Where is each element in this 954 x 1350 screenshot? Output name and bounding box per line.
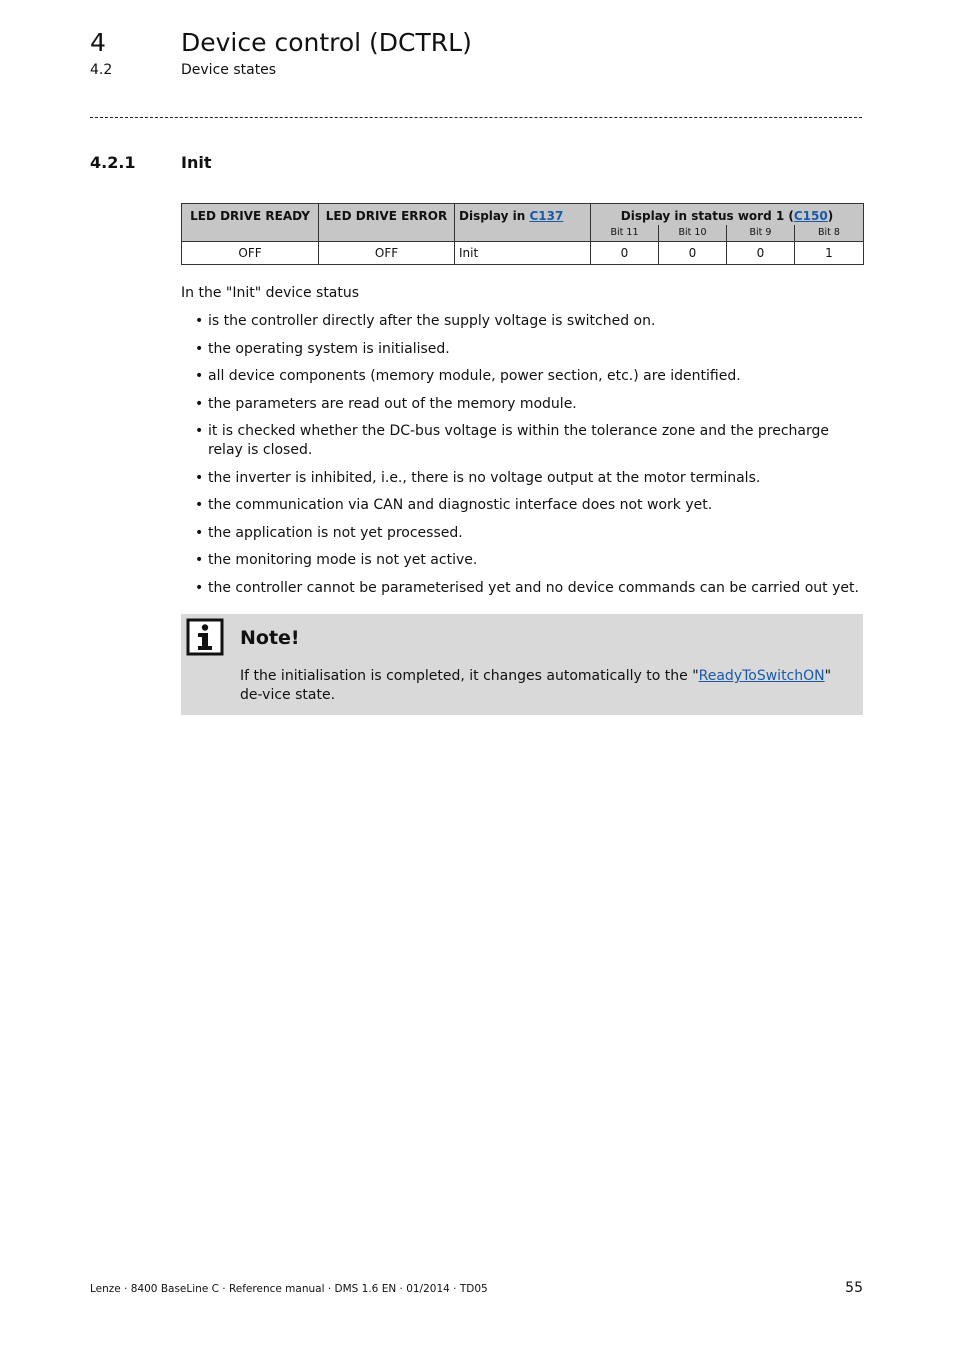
- list-item: [181, 551, 863, 570]
- cell-led-ready: OFF: [182, 242, 319, 265]
- subsection-title: Init: [181, 153, 212, 172]
- chapter-title: Device control (DCTRL): [181, 28, 472, 57]
- list-item: [181, 422, 863, 460]
- bullet-icon: •: [195, 579, 204, 596]
- bullet-icon: •: [195, 423, 204, 439]
- bullet-icon: •: [195, 313, 204, 329]
- list-item-text: is the controller directly after the supply voltage is switched on.: [208, 313, 656, 329]
- note-text-after: " de-vice state.: [240, 668, 832, 703]
- cell-bit-9: 0: [727, 242, 795, 265]
- bullet-icon: •: [195, 395, 204, 412]
- header-bit-11: Bit 11: [591, 225, 659, 242]
- c150-link[interactable]: C150: [793, 209, 828, 223]
- status-bullet-list: [181, 312, 863, 606]
- list-item-text: the inverter is inhibited, i.e., there is no voltage output at the motor terminals.: [208, 469, 761, 486]
- intro-text: In the "Init" device status: [181, 285, 360, 301]
- note-box: [181, 614, 863, 715]
- list-item-text: the application is not yet processed.: [208, 524, 463, 541]
- bullet-icon: •: [195, 340, 204, 357]
- list-item: [181, 524, 863, 543]
- list-item-text: the controller cannot be parameterised yet and no device commands can be carried out yet.: [208, 579, 859, 596]
- header-led-ready: LED DRIVE READY: [182, 204, 319, 242]
- section-title: Device states: [181, 62, 277, 78]
- header-bit-10: Bit 10: [659, 225, 727, 242]
- chapter-number: 4: [90, 28, 106, 57]
- bullet-icon: •: [195, 524, 204, 541]
- cell-bit-10: 0: [659, 242, 727, 265]
- ready-to-switch-on-link[interactable]: ReadyToSwitchON: [698, 668, 825, 684]
- list-item-text: all device components (memory module, power section, etc.) are identified.: [208, 368, 741, 384]
- bullet-icon: •: [195, 469, 204, 486]
- cell-display: Init: [455, 242, 591, 265]
- header-bit-9: Bit 9: [727, 225, 795, 242]
- subsection-number: 4.2.1: [90, 153, 136, 172]
- header-status-suffix: ): [827, 209, 834, 223]
- list-item: [181, 579, 863, 598]
- device-state-table: [181, 203, 864, 265]
- cell-led-error: OFF: [319, 242, 455, 265]
- list-item-text: the operating system is initialised.: [208, 340, 450, 357]
- header-led-error: LED DRIVE ERROR: [319, 204, 455, 242]
- table-row: [182, 242, 864, 265]
- list-item-text: the monitoring mode is not yet active.: [208, 552, 478, 568]
- header-display: [455, 204, 591, 242]
- list-item: [181, 395, 863, 414]
- header-display-prefix: Display in: [459, 209, 530, 223]
- bullet-icon: •: [195, 552, 204, 568]
- footer-doc-info: Lenze · 8400 BaseLine C · Reference manual · DMS 1.6 EN · 01/2014 · TD05: [90, 1283, 488, 1295]
- header-divider: [90, 117, 862, 118]
- note-text-before: If the initialisation is completed, it changes automatically to the ": [240, 668, 699, 684]
- list-item-text: the communication via CAN and diagnostic interface does not work yet.: [208, 497, 713, 513]
- list-item: [181, 367, 863, 386]
- note-text: [240, 667, 852, 705]
- list-item: [181, 469, 863, 488]
- list-item: [181, 340, 863, 359]
- header-status-prefix: Display in status word 1 (: [620, 209, 794, 223]
- section-number: 4.2: [90, 62, 113, 78]
- info-icon: [186, 618, 224, 660]
- cell-bit-8: 1: [795, 242, 864, 265]
- list-item: [181, 496, 863, 515]
- list-item-text: the parameters are read out of the memory module.: [208, 395, 577, 412]
- list-item: [181, 312, 863, 331]
- cell-bit-11: 0: [591, 242, 659, 265]
- header-bit-8: Bit 8: [795, 225, 864, 242]
- header-status-word: [591, 204, 864, 226]
- note-title: Note!: [240, 627, 300, 649]
- c137-link[interactable]: C137: [529, 209, 564, 223]
- list-item-text: it is checked whether the DC-bus voltage is within the tolerance zone and the precharge relay is closed.: [208, 423, 829, 458]
- bullet-icon: •: [195, 368, 204, 384]
- bullet-icon: •: [195, 497, 204, 513]
- page-number: 55: [845, 1280, 863, 1296]
